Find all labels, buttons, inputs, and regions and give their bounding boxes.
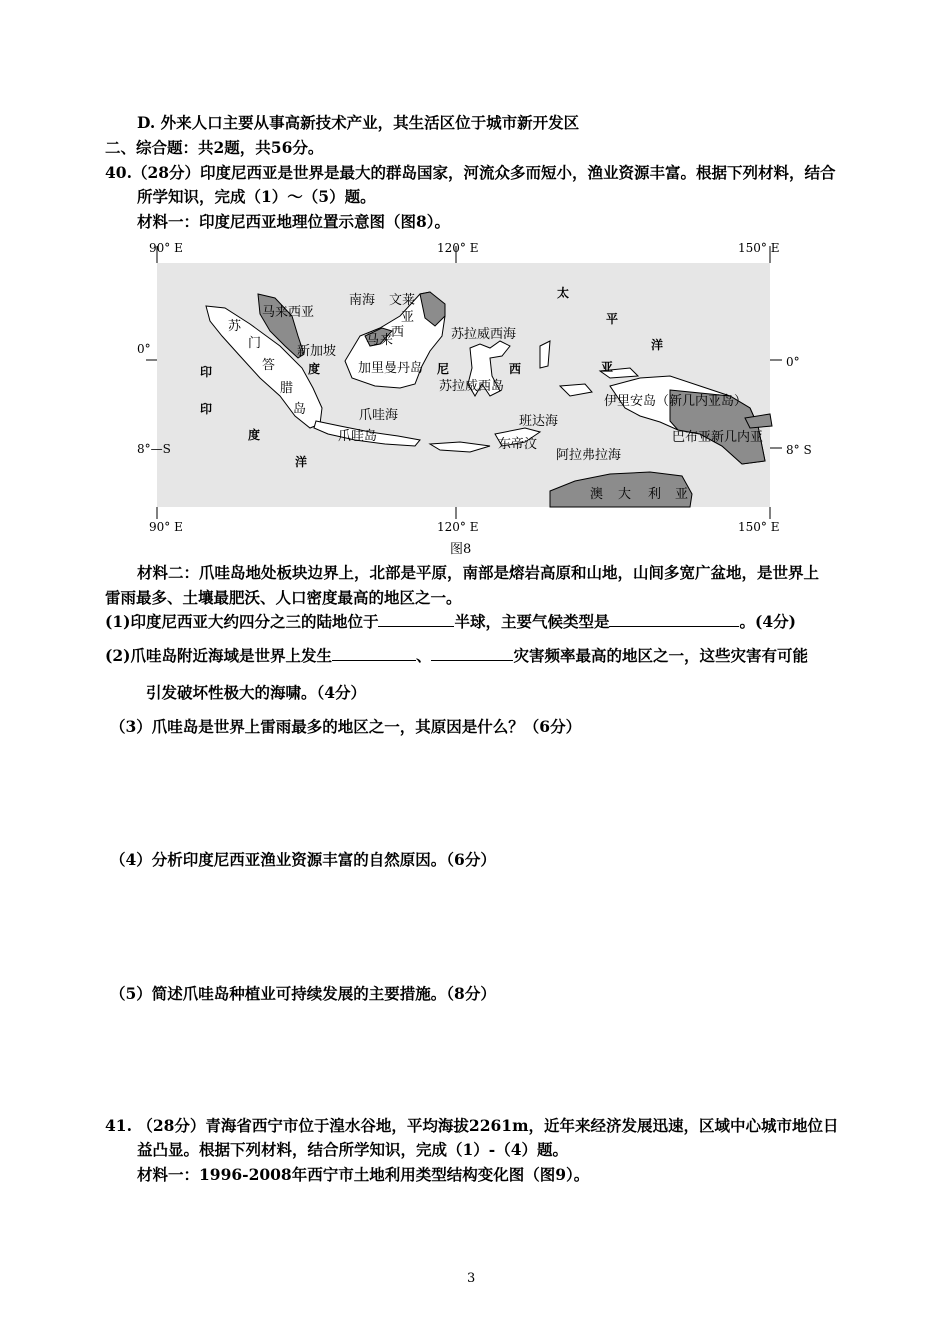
q40-1: (1)印度尼西亚大约四分之三的陆地位于 半球，主要气候类型是 。(4分): [105, 612, 796, 631]
map-lon-bottom-150: 150° E: [738, 520, 780, 534]
answer-blank-hemisphere[interactable]: [378, 612, 454, 627]
map-label-yin1: 印: [200, 365, 213, 379]
map-caption: 图8: [450, 542, 472, 557]
map-label-ni: 尼: [437, 362, 450, 376]
q41-stem-line2: 益凸显。根据下列材料，结合所学知识，完成（1）-（4）题。: [137, 1140, 569, 1159]
map-lon-top-120: 120° E: [437, 241, 479, 255]
map-lat-right-0: 0°: [786, 355, 800, 369]
material2-line1: 材料二：爪哇岛地处板块边界上，北部是平原，南部是熔岩高原和山地，山间多宽广盆地，是世界上: [137, 563, 820, 582]
map-label-irian: 伊里安岛（新几内亚岛）: [604, 394, 748, 409]
map-label-singapore: 新加坡: [297, 344, 337, 359]
map-label-ya3: 亚: [601, 360, 614, 374]
map-lon-top-150: 150° E: [738, 241, 780, 255]
map-label-ya2: 亚: [675, 487, 689, 502]
map-label-du1: 度: [308, 362, 321, 376]
map-label-east-timor: 东帝汶: [498, 437, 538, 452]
q40-3: （3）爪哇岛是世界上雷雨最多的地区之一，其原因是什么？（6分）: [110, 717, 582, 736]
map-lon-top-90: 90° E: [149, 241, 183, 255]
q40-stem-line2: 所学知识，完成（1）～（5）题。: [137, 187, 376, 206]
page-number: 3: [467, 1271, 476, 1286]
map-label-ao: 澳: [590, 487, 604, 502]
q40-material1: 材料一：印度尼西亚地理位置示意图（图8）。: [137, 212, 451, 231]
map-label-sulawesi-sea: 苏拉威西海: [451, 327, 517, 342]
map-label-ping: 平: [606, 312, 619, 326]
map-label-da2: 大: [618, 487, 632, 502]
q40-2-line2: 引发破坏性极大的海啸。（4分）: [146, 683, 367, 702]
map-label-yang2: 洋: [295, 455, 308, 469]
map-label-banda: 班达海: [519, 414, 559, 429]
q41-material1: 材料一：1996-2008年西宁市土地利用类型结构变化图（图9）。: [137, 1165, 590, 1184]
map-label-malay1: 马: [366, 333, 380, 348]
map-label-du2: 度: [248, 428, 261, 442]
map-label-li: 利: [648, 487, 662, 502]
map-label-yang1: 洋: [651, 338, 664, 352]
map-label-malaysia: 马来西亚: [262, 305, 315, 320]
map-label-xi: 西: [391, 325, 405, 340]
map-label-da: 答: [262, 358, 276, 373]
map-label-sulawesi: 苏拉威西岛: [439, 379, 505, 394]
q41-stem-line1: 41. （28分）青海省西宁市位于湟水谷地，平均海拔2261m，近年来经济发展迅速，区域中心城市地位日: [105, 1116, 839, 1135]
map-label-ya1: 亚: [401, 310, 415, 325]
q40-2: (2)爪哇岛附近海域是世界上发生 、 灾害频率最高的地区之一，这些灾害有可能: [105, 646, 808, 665]
map-label-png: 巴布亚新几内亚: [672, 430, 764, 445]
map-label-men: 门: [248, 336, 262, 351]
map-label-tai: 太: [557, 286, 570, 300]
map-label-dao: 岛: [293, 402, 307, 417]
map-label-su: 苏: [228, 319, 242, 334]
map-label-xi2: 西: [509, 362, 522, 376]
map-label-kalimantan: 加里曼丹岛: [358, 361, 424, 376]
map-lat-right-8s: 8° S: [786, 443, 812, 457]
map-label-south-sea: 南海: [349, 293, 376, 308]
answer-blank-disaster-1[interactable]: [332, 646, 416, 661]
map-label-java-sea: 爪哇海: [359, 408, 399, 423]
map-label-la: 腊: [280, 381, 294, 396]
map-label-arafura: 阿拉弗拉海: [556, 448, 622, 463]
map-lat-left-0: 0°: [137, 342, 151, 356]
map-lon-bottom-120: 120° E: [437, 520, 479, 534]
map-label-java: 爪哇岛: [338, 429, 378, 444]
map-label-malay2: 来: [380, 333, 394, 348]
map-lon-bottom-90: 90° E: [149, 520, 183, 534]
q40-4: （4）分析印度尼西亚渔业资源丰富的自然原因。（6分）: [110, 850, 496, 869]
answer-blank-disaster-2[interactable]: [431, 646, 513, 661]
q40-stem-line1: 40.（28分）印度尼西亚是世界是最大的群岛国家，河流众多而短小，渔业资源丰富。根据下列材料，结合: [105, 163, 836, 182]
material2-line2: 雷雨最多、土壤最肥沃、人口密度最高的地区之一。: [105, 588, 462, 607]
option-d: D. 外来人口主要从事高新技术产业，其生活区位于城市新开发区: [137, 113, 580, 132]
section-title: 二、综合题：共2题，共56分。: [105, 138, 324, 157]
map-label-yin2: 印: [200, 402, 213, 416]
map-label-brunei: 文莱: [389, 293, 416, 308]
answer-blank-climate[interactable]: [609, 612, 739, 627]
q40-5: （5）简述爪哇岛种植业可持续发展的主要措施。（8分）: [110, 984, 496, 1003]
map-lat-left-8s: 8°—S: [137, 442, 171, 456]
